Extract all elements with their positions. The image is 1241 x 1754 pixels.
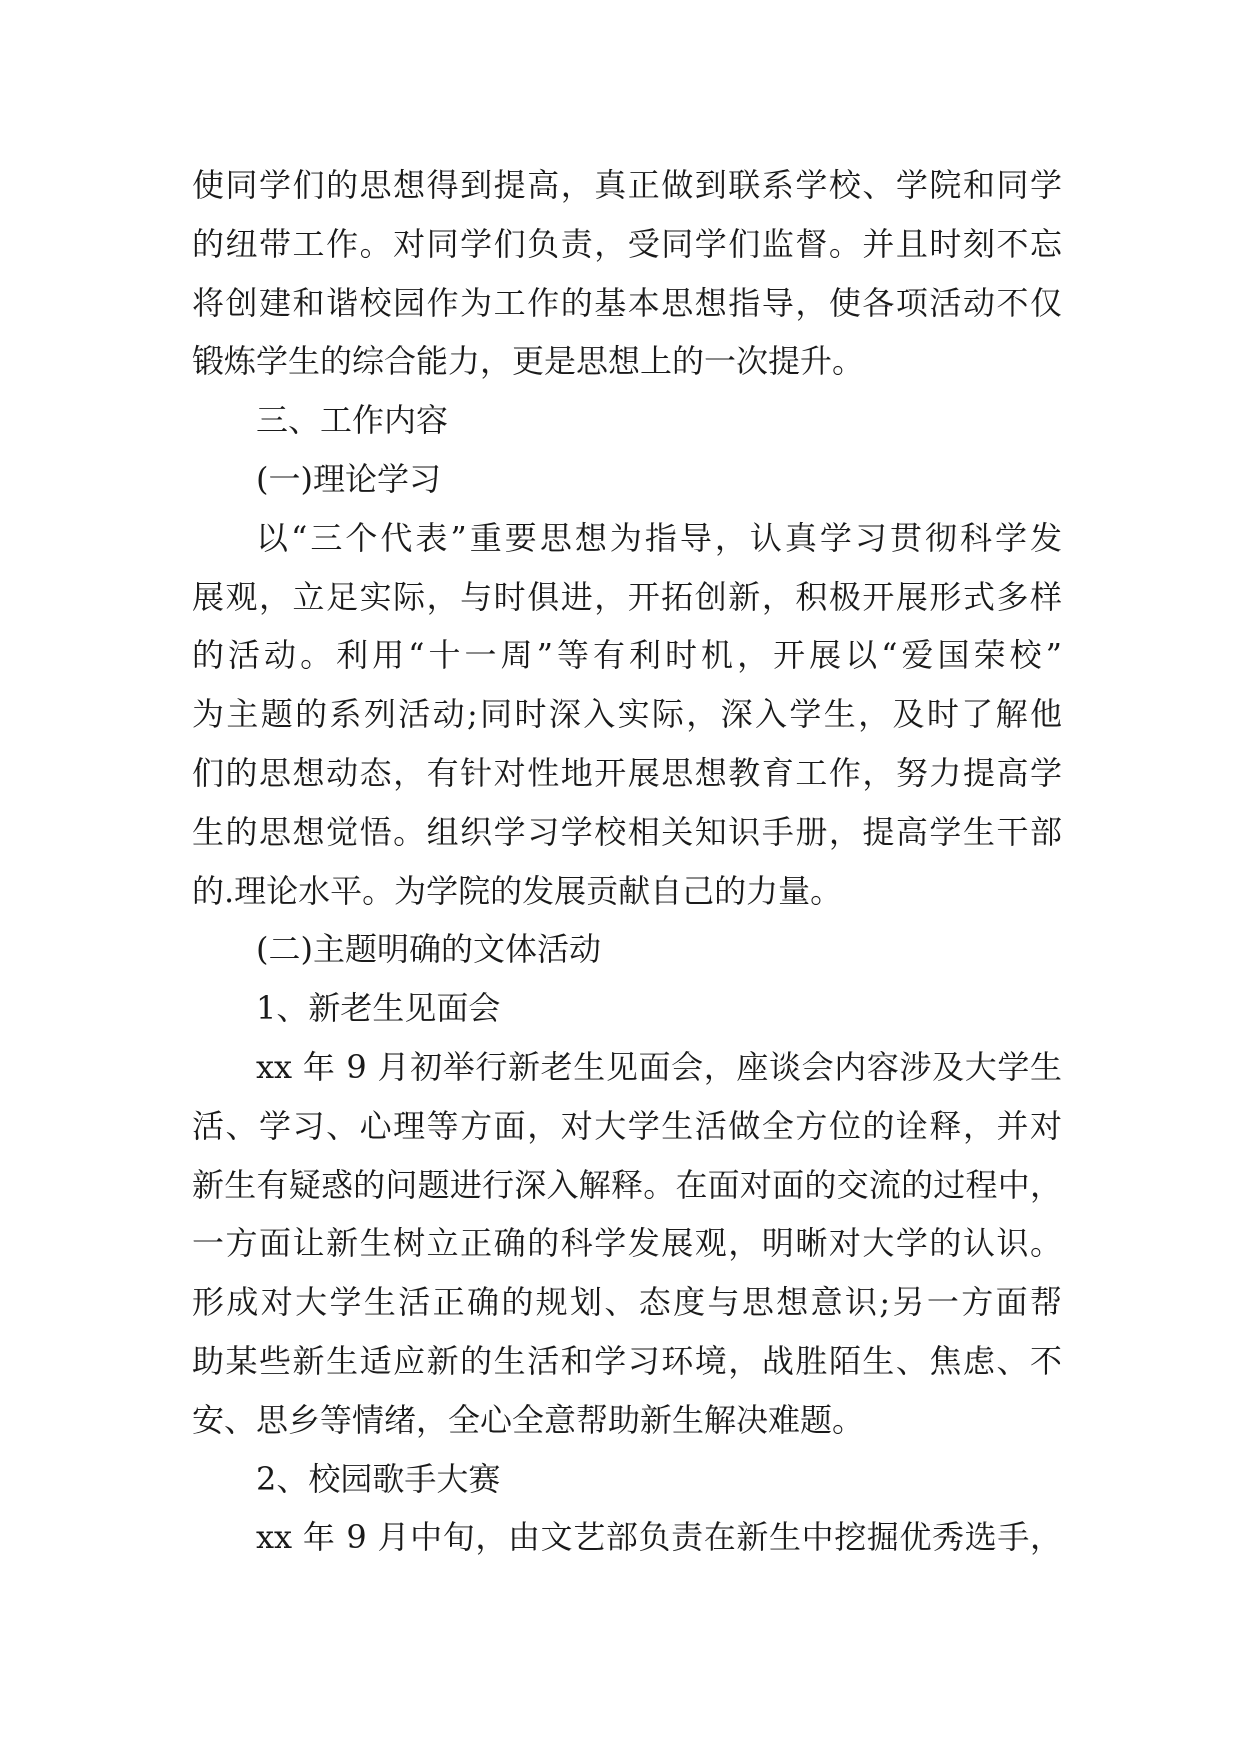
- document-body: [192, 156, 1062, 1567]
- text-line: 安、思乡等情绪，全心全意帮助新生解决难题。: [192, 1400, 865, 1439]
- text-line: 三、工作内容: [256, 401, 449, 440]
- text-line: 锻炼学生的综合能力，更是思想上的一次提升。: [192, 342, 865, 381]
- text-line: xx 年 9 月中旬，由文艺部负责在新生中挖掘优秀选手，: [256, 1518, 1062, 1557]
- text-line: 将创建和谐校园作为工作的基本思想指导，使各项活动不仅: [192, 283, 1062, 322]
- text-line: 展观，立足实际，与时俱进，开拓创新，积极开展形式多样: [192, 577, 1062, 616]
- text-line: xx 年 9 月初举行新老生见面会，座谈会内容涉及大学生: [256, 1047, 1062, 1086]
- text-line: 为主题的系列活动;同时深入实际，深入学生，及时了解他: [192, 695, 1062, 734]
- text-line: 生的思想觉悟。组织学习学校相关知识手册，提高学生干部: [192, 812, 1062, 851]
- text-line: (一)理论学习: [256, 459, 441, 498]
- text-line: (二)主题明确的文体活动: [256, 930, 601, 969]
- text-line: 使同学们的思想得到提高，真正做到联系学校、学院和同学: [192, 166, 1062, 204]
- text-line: 们的思想动态，有针对性地开展思想教育工作，努力提高学: [192, 753, 1062, 792]
- text-line: 形成对大学生活正确的规划、态度与思想意识;另一方面帮: [192, 1283, 1062, 1322]
- text-line: 1、新老生见面会: [256, 989, 501, 1028]
- text-line: 以“三个代表”重要思想为指导，认真学习贯彻科学发: [256, 518, 1062, 557]
- text-line: 助某些新生适应新的生活和学习环境，战胜陌生、焦虑、不: [192, 1341, 1062, 1380]
- text-line: 活、学习、心理等方面，对大学生活做全方位的诠释，并对: [192, 1106, 1062, 1145]
- text-line: 的纽带工作。对同学们负责，受同学们监督。并且时刻不忘: [192, 224, 1062, 263]
- text-line: 一方面让新生树立正确的科学发展观，明晰对大学的认识。: [192, 1224, 1062, 1263]
- text-line: 的.理论水平。为学院的发展贡献自己的力量。: [192, 871, 843, 910]
- text-line: 2、校园歌手大赛: [256, 1459, 501, 1498]
- text-line: 的活动。利用“十一周”等有利时机，开展以“爱国荣校”: [192, 636, 1062, 675]
- text-line: 新生有疑惑的问题进行深入解释。在面对面的交流的过程中，: [192, 1165, 1062, 1204]
